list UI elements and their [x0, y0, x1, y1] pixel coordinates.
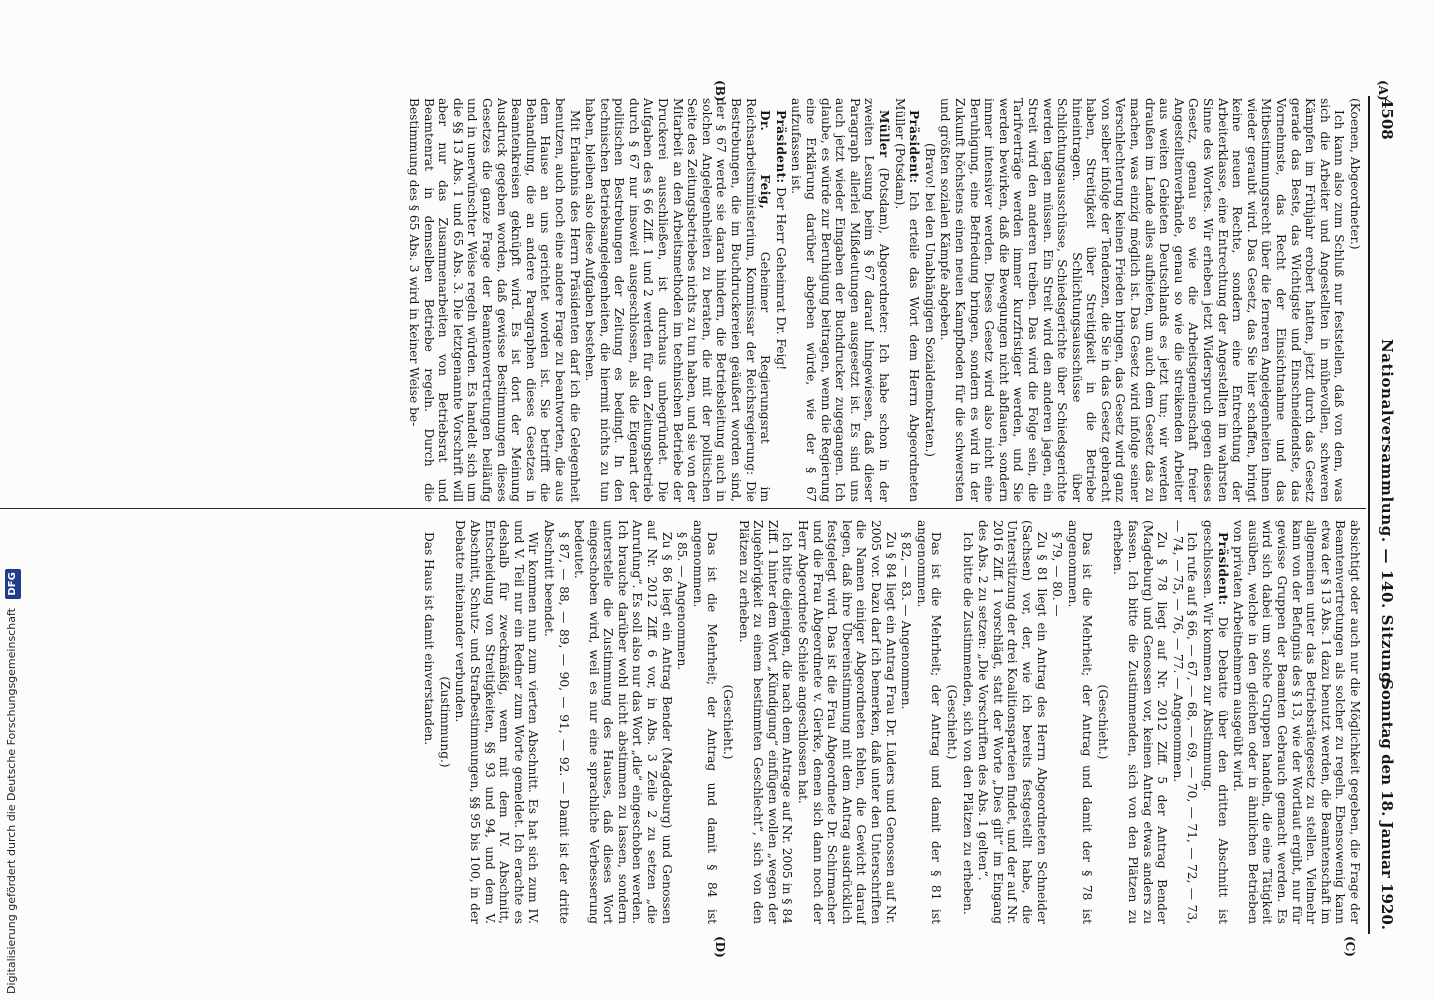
action-note: (Geschieht.)	[721, 684, 736, 760]
speech-text: Der Herr Geheimrat Dr. Feig!	[773, 187, 788, 371]
action-note: (Geschieht.)	[1095, 684, 1110, 760]
digitisation-note	[4, 0, 24, 1000]
paragraph: Das ist die Mehrheit; der Antrag und damit § 84 ist angenommen.	[690, 520, 720, 924]
speaker-intro: (Koenen, Abgeordneter.)	[1348, 98, 1362, 250]
margin-marker-c: (C)	[1343, 936, 1357, 957]
paragraph	[1200, 520, 1229, 924]
paragraph: absichtigt oder auch nur die Möglichkeit gegeben, die Frage der Beamtenvertretungen als solcher zu regeln. Ebensowenig kann etwa der § 13 Abs. 1 dazu benutzt werden, die Beamtenschaft im allgemeinen unter das Betriebsrätegesetz zu stellen. Vielmehr kann von der Befugnis des § 13, wie der Wortlaut ergibt, nur für gewisse Gruppen der Beamten Gebrauch gemacht werden. Es wird sich dabei um solche Gruppen handeln, die eine Tätigkeit ausüben, welche in den gleichen oder in ähnlichen Betrieben von privaten Arbeitnehmern ausgeübt wird.	[1231, 520, 1362, 924]
margin-marker-a: (A)	[1376, 80, 1390, 101]
paragraph: § 87, — 88, — 89, — 90, — 91, — 92. — Damit ist der dritte Abschnitt beendet.	[541, 520, 571, 924]
header-rule	[1368, 96, 1370, 934]
dfg-logo: DFG	[5, 569, 21, 598]
margin-marker-d: (D)	[713, 936, 727, 958]
page-number: 4508	[1378, 98, 1396, 140]
action-note: (Zustimmung.)	[437, 676, 452, 768]
paragraph: Mit Erlaubnis des Herrn Präsidenten darf ich die Gelegenheit benutzen, auch noch eine andere Frage zu beantworten, die aus dem Hause an uns gerichtet worden ist. Sie betrifft die Behandlung, die an andere Paragraphen dieses Gesetzes in Beamtenkreisen geknüpft wird. Es ist dort der Meinung Ausdruck gegeben worden, daß gewisse Bestimmungen dieses Gesetzes die ganze Frage der Beamtenvertretungen beiläufig und in unerwünschter Weise regeln würden. Es handelt sich um die §§ 13 Abs. 1 und 65 Abs. 3. Die letztgenannte Vorschrift will aber nur das Zusammenarbeiten von Betriebsrat und Beamtenrat in demselben Betriebe regeln. Durch die Bestimmung des § 65 Abs. 3 wird in keiner Weise be-	[407, 98, 582, 502]
paragraph: Das ist die Mehrheit; der Antrag und damit der § 81 ist angenommen.	[914, 520, 944, 924]
paragraph: § 85. — Angenommen.	[675, 532, 690, 671]
speech-text: Die Debatte über den dritten Abschnitt ist geschlossen. Wir kommen zur Abstimmung.	[1201, 520, 1230, 925]
digitisation-text: Digitalisierung gefördert durch die Deutsche Forschungsgemeinschaft	[5, 608, 18, 994]
paragraph: § 79, — 80. —	[1050, 532, 1065, 617]
applause-note: (Bravo! bei den Unabhängigen Sozialdemokraten.)	[922, 142, 937, 458]
left-column	[405, 98, 1362, 502]
paragraph: Wir kommen nun zum vierten Abschnitt. Es hat sich zum IV. und V. Teil nur ein Redner zum Worte gemeldet. Ich erachte es deshalb für zweckmäßig, wenn mit dem IV. Abschnitt, Entscheidung von Streitigkeiten, §§ 93 und 94, und dem V. Abschnitt, Schutz- und Strafbestimmungen, §§ 95 bis 100, in der Debatte miteinander verbunden.	[453, 520, 541, 924]
speaker-name: Müller	[877, 110, 891, 158]
paragraph: Zu § 86 liegt ein Antrag Bender (Magdeburg) und Genossen auf Nr. 2012 Ziff. 6 vor, in Abs. 3 Zeile 2 zu setzen „die Anrufung“. Es soll also nur das Wort „die“ eingeschoben werden. Ich brauche darüber wohl nicht abstimmen zu lassen, sondern unterstelle die Zustimmung des Hauses, daß dieses Wort eingeschoben wird, weil es nur eine sprachliche Verbesserung bedeutet.	[572, 520, 674, 924]
paragraph: Ich rufe auf § 66, — 67, — 68, — 69, — 70, — 71, — 72, — 73, — 74, — 75, — 76, — 77. — Angenommen.	[1170, 520, 1200, 924]
speaker-name: Präsident:	[773, 110, 788, 184]
paragraph	[583, 98, 773, 502]
speech-text: (Potsdam), Abgeordneter: Ich habe schon in der zweiten Lesung beim § 67 darauf hingewiesen, daß dieser Paragraph allerlei Mißdeutungen ausgesetzt ist. Es sind uns auch jetzt wieder Eingaben der Buchdrucker zugegangen. Ich glaube, es würde zur Beruhigung beitragen, wenn die Regierung eine Erklärung darüber abgeben würde, wie der § 67 aufzufassen ist.	[789, 98, 891, 502]
paragraph	[773, 98, 788, 502]
paragraph: Ich kann also zum Schluß nur feststellen, daß von dem, was sich die Arbeiter und Angestellten in mühevollen, schweren Kämpfen im Frühjahr erobert hatten, jetzt durch das Gesetz gerade das Beste, das Wichtigste und Einschneidendste, das Vornehmste, das Recht der Einsichtnahme und das Mitbestimmungsrecht über die ferneren Angelegenheiten ihnen wieder geraubt wird. Das Gesetz, das Sie hier schaffen, bringt keine neuen Rechte, sondern eine Entrechtung der Arbeiterklasse, eine Entrechtung der Angestellten im wahrsten Sinne des Wortes. Wir erheben jetzt Widerspruch gegen dieses Gesetz, genau so wie die Arbeitsgemeinschaft freier Angestelltenverbände, genau so wie die streikenden Arbeiter aus weiten Gebieten Deutschlands es jetzt tun; wir werden draußen im Lande alles aufbieten, um auch dem Gesetz das zu machen, was einzig möglich ist. Das Gesetz wird infolge seiner Verschlechterung keinen Frieden bringen, das Gesetz wird ganz von selber infolge der Tendenzen, die Sie in das Gesetz gebracht haben, Streitigkeit über Streitigkeit in die Betriebe hineintragen. Schlichtungsausschüsse über Schlichtungsausschüsse, Schiedsgerichte über Schiedsgerichte werden tagen müssen. Ein Streit wird den anderen jagen, ein Streit wird den anderen treiben. Das wird die Folge sein, die Tarifverträge werden immer kurzfristiger werden, und Sie werden bewirken, daß die Bewegungen nicht abflauen, sondern immer intensiver werden. Dieses Gesetz wird also nicht eine Beruhigung, eine Befriedung bringen, sondern es wird in der Zukunft höchstens einen neuen Kampfboden für die schwersten und größten sozialen Kämpfe abgeben.	[938, 98, 1347, 502]
speaker-name: Dr. Feig,	[758, 110, 773, 210]
column-divider	[0, 508, 1366, 509]
action-note: (Geschieht.)	[944, 684, 959, 760]
speaker-name: Präsident:	[907, 110, 922, 184]
paragraph: Das Haus ist damit einverstanden.	[422, 532, 437, 746]
paragraph	[892, 98, 921, 502]
page-header	[1374, 98, 1396, 930]
paragraph: Zu § 78 liegt auf Nr. 2012 Ziff. 5 der Antrag Bender (Magdeburg) und Genossen vor, keinen Antrag etwas anders zu fassen. Ich bitte die Zustimmenden, sich von den Plätzen zu erheben.	[1111, 520, 1170, 924]
right-column	[421, 520, 1362, 924]
paragraph	[789, 98, 891, 502]
paragraph: § 82, — 83. — Angenommen.	[899, 532, 914, 710]
paragraph: Zu § 81 liegt ein Antrag des Herrn Abgeordneten Schneider (Sachsen) vor, der, wie ich bereits festgestellt habe, die Unterstützung der drei Koalitionsparteien findet, und der auf Nr. 2016 Ziff. 1 vorschlägt, statt der Worte „Dies gilt“ im Eingang des Abs. 2 zu setzen: „Die Vorschriften des Abs. 1 gelten“.	[976, 520, 1049, 924]
paragraph: Das ist die Mehrheit; der Antrag und damit der § 78 ist angenommen.	[1065, 520, 1095, 924]
paragraph: Zu § 84 liegt ein Antrag Frau Dr. Lüders und Genossen auf Nr. 2005 vor. Dazu darf ich bemerken, daß unter den Unterschriften die Namen einiger Abgeordneten fehlen, die Gewicht darauf legen, daß ihre Übereinstimmung mit dem Antrag ausdrücklich festgelegt wird. Das ist die Frau Abgeordnete Dr. Schirmacher und die Frau Abgeordnete v. Gierke, denen sich dann noch der Herr Abgeordnete Schiele angeschlossen hat.	[796, 520, 898, 924]
paragraph: Ich bitte diejenigen, die nach dem Antrage auf Nr. 2005 in § 84 Ziff. 1 hinter dem Wort „Kündigung“ einfügen wollen „wegen der Zugehörigkeit zu einem bestimmten Geschlecht“, sich von den Plätzen zu erheben.	[736, 520, 795, 924]
margin-marker-b: (B)	[713, 80, 727, 102]
speech-text: Geheimer Regierungsrat im Reichsarbeitsministerium, Kommissar der Reichsregierung: Die Bestrebungen, die im Buchdruckereien geäußert worden sind, der § 67 werde sie daran hindern, die Betriebsleitung auch in solchen Angelegenheiten zu beraten, die mit der politischen Seite des Zeitungsbetriebes nichts zu tun haben, und sie von der Mitarbeit an den Arbeitsmethoden im technischen Betriebe der Druckerei ausschließen, ist durchaus unbegründet. Die Aufgaben des § 66 Ziff. 1 und 2 werden für den Zeitungsbetrieb durch § 67 nur insoweit ausgeschlossen, als die Eigenart der politischen Bestrebungen der Zeitung es bedingt. In den technischen Betriebsangelegenheiten, die hiermit nichts zu tun haben, bleiben also diese Aufgaben bestehen.	[583, 98, 773, 502]
paragraph: Ich bitte die Zustimmenden, sich von den Plätzen zu erheben.	[960, 532, 975, 915]
speaker-name: Präsident:	[1215, 532, 1230, 606]
header-title: Nationalversammlung. — 140. Sitzung.	[1378, 339, 1396, 689]
speech-text: Ich erteile das Wort dem Herrn Abgeordneten Müller (Potsdam).	[892, 98, 922, 502]
header-date: Sonntag den 18. Januar 1920.	[1378, 679, 1396, 930]
